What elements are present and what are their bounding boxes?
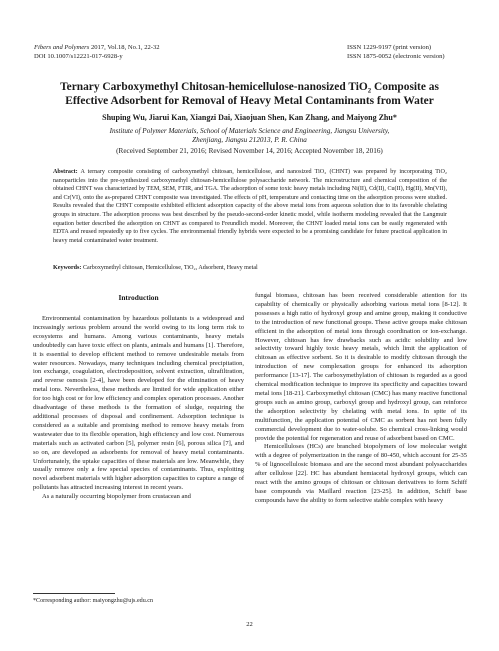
paragraph: Hemicelluloses (HCs) are branched biopolymers of low molecular weight with a degree of polymerization in the range of 80-450, which account for 25-35 % of lignocellulosic biomass and are the second most abundant polysaccharides after cellulose [22]. HC has abundant hemiacetal hydroxyl groups, which can react with the amino groups of chitosan or chitosan derivatives to form Schiff base compounds via Maillard reaction [23-25]. In addition, Schiff base compounds have the ability to form selective stable complex with heavy	[255, 443, 467, 504]
body-column-right	[255, 292, 467, 506]
paper-title	[20, 80, 479, 108]
keywords	[53, 264, 447, 273]
paper-title-line-1: Ternary Carboxymethyl Chitosan-hemicellulose-nanosized TiO₂ Composite as	[60, 81, 439, 93]
body-column-left	[33, 293, 244, 502]
abstract-label: Abstract:	[53, 169, 78, 175]
received-dates: (Received September 21, 2016; Revised November 14, 2016; Accepted November 18, 2016)	[116, 147, 383, 155]
abstract-text: A ternary composite consisting of carboxymethyl chitosan, hemicellulose, and nanosized TiO₂ (CHNT) was prepared by incorporating TiO₂ nanoparticles into the pre-synthesized carboxymethyl chitosan-hemicellulose polysaccharide network. The microstructure and chemical composition of the obtained CHNT was characterized by TEM, SEM, FTIR, and TGA. The adsorption of some toxic heavy metals including Ni(II), Cd(II), Cu(II), Hg(II), Mn(VII), and Cr(VI), onto the as-prepared CHNT composite was investigated. The effects of pH, temperature and contacting time on the adsorption process were studied. Results revealed that the CHNT composite exhibited efficient adsorption capacity of the above metal ions from aqueous solution due to its favorable chelating groups in structure. The adsorption process was best described by the pseudo-second-order kinetic model, while isotherm modeling revealed that the Langmuir equation better described the adsorption on CHNT as compared to Freundlich model. Moreover, the CHNT loaded metal ions can be easily regenerated with EDTA and reused repeatedly up to five cycles. The environmental friendly hybrids were expected to be a promising candidate for future practical application in heavy metal contaminated water treatment.	[53, 169, 447, 244]
abstract	[53, 168, 447, 245]
author-list: Shuping Wu, Jiarui Kan, Xiangzi Dai, Xiaojuan Shen, Kan Zhang, and Maiyong Zhu*	[102, 113, 397, 122]
paragraph: As a naturally occurring biopolymer from crustacean and	[42, 493, 191, 501]
keywords-label: Keywords:	[53, 265, 82, 271]
keywords-text: Carboxymethyl chitosan, Hemicellulose, TiO₂, Adsorbent, Heavy metal	[81, 265, 258, 271]
doi: DOI 10.1007/s12221-017-6928-y	[34, 53, 123, 60]
section-heading-introduction: Introduction	[118, 293, 159, 302]
affiliation-line-2: Zhenjiang, Jiangsu 212013, P. R. China	[192, 136, 307, 144]
footnote-divider	[33, 593, 115, 594]
journal-name: Fibers and Polymers	[34, 44, 90, 51]
paragraph: fungal biomass, chitosan has been received considerable attention for its capability of chemically or physically adsorbing various metal ions [8-12]. It possesses a high ratio of hydroxyl group and amine group, making it conductive to the introduction of new functional groups. These active groups make chitosan efficient in the adsorption of metal ions through coordination or ion-exchange. However, chitosan has few drawbacks such as acidic solubility and low selectivity toward highly toxic heavy metals, which limit the application of chitosan as effective sorbent. So it is desirable to modify chitosan through the introduction of new complexation groups for enhanced its adsorption performance [13-17]. The carboxymethylation of chitosan is regarded as a good chemical modification technique to improve its specificity and capacities toward metal ions [18-21]. Carboxymethyl chitosan (CMC) has many reactive functional groups such as amino group, carboxyl group and hydroxyl group, can reinforce the adsorption selectivity by chelating with metal ions. In spite of its multifunction, the application potential of CMC as sorbent has not been fully commercial development due to water-solube. So chemical cross-linking would provide the potential for regeneration and reuse of adsorbent based on CMC.	[255, 292, 467, 442]
journal-citation	[34, 43, 160, 52]
paragraph: Environmental contamination by hazardous pollutants is a widespread and increasingly serious problem around the world owing to its long term risk to ecosystems and humans. Among various contaminants, heavy metals undoubtedly can have toxic effect on plants, animals and humans [1]. Therefore, it is essential to develop efficient method to remove undesirable metals from water resources. Nowadays, many techniques including chemical precipitation, ion exchange, coagulation, electrodeposition, solvent extraction, ultrafiltration, and reverse osmosis [2-4], have been developed for the elimination of heavy metal ions. Nevertheless, these methods are limited for wide application either for too high cost or for low efficiency and complex operation processes. Another disadvantage of these methods is the formation of sludge, requiring the additional processes of disposal and confinement. Adsorption technique is considered as a suitable and promising method to remove heavy metals from wastewater due to its flexible operation, high efficiency and low cost. Numerous materials such as activated carbon [5], polymer resin [6], porous silica [7], and so on, are developed as adsorbents for removal of heavy metal contaminants. Unfortunately, the uptake capacities of these materials are low. Meanwhile, they usually remove only a few special species of contaminants. Thus, exploiting novel adsorbent materials with higher adsorption capacities to capture a range of pollutants has attracted increasing interest in recent years.	[33, 315, 244, 492]
journal-header-right	[347, 43, 445, 61]
issn-electronic: ISSN 1875-0052 (electronic version)	[347, 53, 445, 60]
affiliation	[20, 127, 479, 145]
journal-header-left	[34, 43, 160, 61]
journal-volume: 2017, Vol.18, No.1, 22-32	[89, 44, 160, 51]
paper-title-line-2: Effective Adsorbent for Removal of Heavy Metal Contaminants from Water	[65, 95, 434, 107]
page-number: 22	[246, 621, 253, 628]
affiliation-line-1: Institute of Polymer Materials, School of Materials Science and Engineering, Jiangsu University,	[109, 127, 390, 135]
issn-print: ISSN 1229-9197 (print version)	[347, 44, 432, 51]
corresponding-author-footnote: *Corresponding author: maiyongzhu@ujs.edu.cn	[33, 598, 154, 604]
